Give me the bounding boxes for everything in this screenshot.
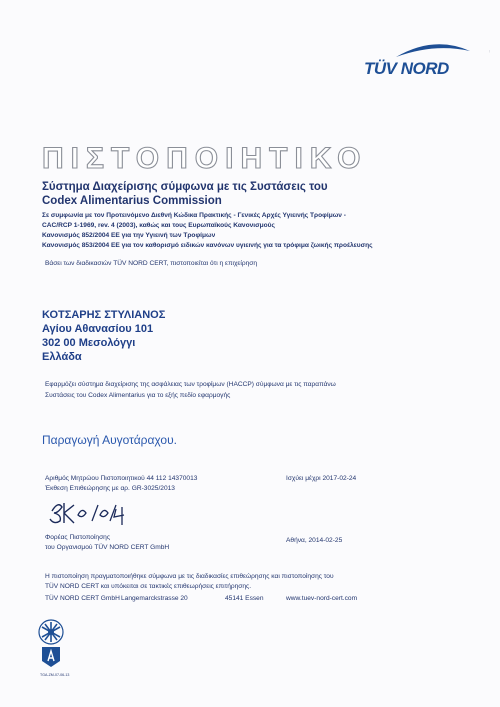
subtitle-line-2: Codex Alimentarius Commission [42,195,222,207]
certifier-line-1: Φορέας Πιστοποίησης [45,534,110,541]
inspection-report-value: GR-3025/2013 [131,485,175,492]
footer-website: www.tuev-nord-cert.com [286,595,358,602]
edge-mark: | [489,50,490,53]
registration-number-value: 44 112 14370013 [146,475,198,482]
valid-until [286,475,356,482]
footer-line-1: Η πιστοποίηση πραγματοποιήθηκε σύμφωνα με τις διαδικασίες επιθεώρησης και πιστοποίησης του [45,573,334,580]
handwritten-signature [48,499,130,529]
applies-line-2: Συστάσεις του Codex Alimentarius για το εξής πεδίο εφαρμογής [45,392,231,399]
footer-street: Langemarckstrasse 20 [121,595,188,602]
registration-number-label: Αριθμός Μητρώου Πιστοποιητικού [45,475,145,482]
logo-text: TÜV NORD [364,59,449,78]
tuv-nord-logo [364,49,474,85]
logo-swoosh-icon [394,41,472,61]
inspection-report [45,485,175,492]
certification-scope: Παραγωγή Αυγοτάραχου. [42,433,177,447]
holder-name: ΚΟΤΣΑΡΗΣ ΣΤΥΛΙΑΝΟΣ [42,309,166,321]
subtitle-line-1: Σύστημα Διαχείρισης σύμφωνα με τις Συστάσεις του [42,181,328,193]
place-date: Αθήνα, 2014-02-25 [286,537,343,544]
certifier-line-2: του Οργανισμού TÜV NORD CERT GmbH [45,544,170,551]
applies-line-1: Εφαρμόζει σύστημα διαχείρισης της ασφάλειας των τροφίμων (HACCP) σύμφωνα με τις παραπάνω [45,381,336,388]
seal-code: TGA-ZM-07-06-13 [40,673,70,677]
inspection-report-label: Έκθεση Επιθεώρησης με αρ. [45,485,130,492]
standard-line-2: CAC/RCP 1-1969, rev. 4 (2003), καθώς και τους Ευρωπαϊκούς Κανονισμούς [42,222,275,229]
procedure-text: Βάσει των διαδικασιών TÜV NORD CERT, πιστοποιείται ότι η επιχείρηση [45,260,257,267]
footer-company: TÜV NORD CERT GmbH [45,595,120,602]
registration-number [45,475,197,482]
standard-line-3: Κανονισμός 852/2004 ΕΕ για την Υγιεινή των Τροφίμων [42,232,216,239]
holder-city: 302 00 Μεσολόγγι [42,337,136,349]
accreditation-seal-icon [36,617,66,669]
holder-country: Ελλάδα [42,351,82,363]
standard-line-1: Σε συμφωνία με τον Προτεινόμενο Διεθνή Κώδικα Πρακτικής - Γενικές Αρχές Υγιεινής Τροφίμων - [42,212,347,219]
holder-street: Αγίου Αθανασίου 101 [42,323,154,335]
standard-line-4: Κανονισμός 853/2004 ΕΕ για τον καθορισμό ειδικών κανόνων υγιεινής για τα τρόφιμα ζωικής προέλευσης [42,242,373,249]
valid-until-label: Ισχύει μέχρι [286,475,321,482]
footer-city: 45141 Essen [225,595,264,602]
footer-line-2: TÜV NORD CERT και υπόκειται σε τακτικές επιθεωρήσεις επιτήρησης. [45,583,252,590]
certificate-title: ΠΙΣΤΟΠΟΙΗΤΙΚΟ [42,142,368,175]
valid-until-value: 2017-02-24 [322,475,357,482]
